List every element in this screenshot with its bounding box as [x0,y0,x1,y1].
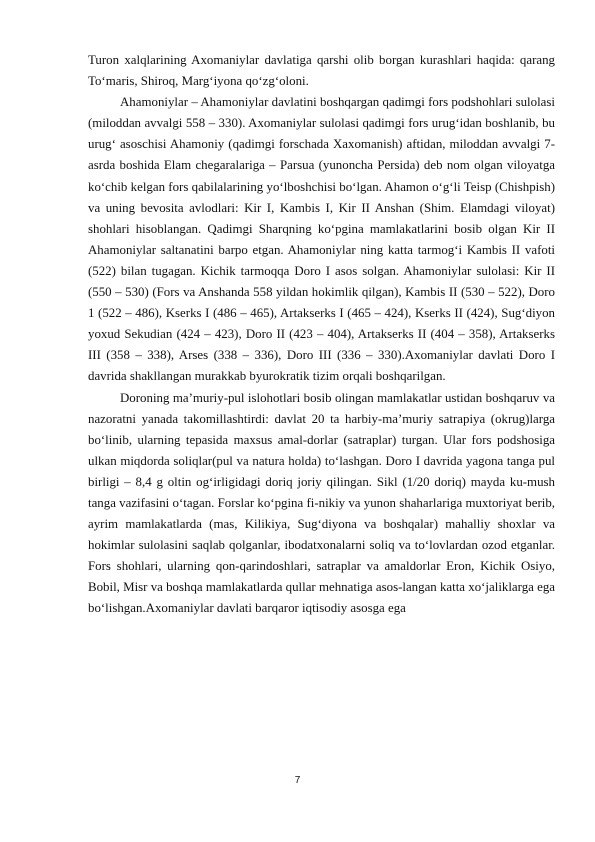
paragraph-reference: Turon xalqlarining Axomaniylar davlatiga qarshi olib borgan kurashlari haqida: qarang To‘maris, Shiroq, Marg‘iyona qo‘zg‘oloni. [88,53,555,89]
page-number: 7 [294,775,301,786]
document-page [88,50,555,620]
paragraph-doro-reforms: Doroning ma’muriy-pul islohotlari bosib olingan mamlakatlar ustidan boshqaruv va nazoratni yanada takomillashtirdi: davlat 20 ta harbiy-ma’muriy satrapiya (okrug)larga bo‘linib, ularning tepasida maxsus amal-dorlar (satraplar) turgan. Ular fors podshosiga ulkan miqdorda soliqlar(pul va natura holda) to‘lashgan. Doro I davrida yagona tanga pul birligi – 8,4 g oltin og‘irligidagi doriq joriy qilingan. Sikl (1/20 doriq) mayda ku-mush tanga vazifasini o‘tagan. Forslar ko‘pgina fi-nikiy va yunon shaharlariga muxtoriyat berib, ayrim mamlakatlarda (mas, Kilikiya, Sug‘diyona va boshqalar) mahalliy shoxlar va hokimlar sulolasini saqlab qolganlar, ibodatxonalarni soliq va to‘lovlardan ozod etganlar. Fors shohlari, ularning qon-qarindoshlari, satraplar va amaldorlar Eron, Kichik Osiyo, Bobil, Misr va boshqa mamlakatlarda qullar mehnatiga asos-langan katta xo‘jaliklarga ega bo‘lishgan.Axomaniylar davlati barqaror iqtisodiy asosga ega [88,390,555,616]
paragraph-ahamoniylar: Ahamoniylar – Ahamoniylar davlatini boshqargan qadimgi fors podshohlari sulolasi (miloddan avvalgi 558 – 330). Axomaniylar sulolasi qadimgi fors urug‘idan boshlanib, bu urug‘ asoschisi Ahamoniy (qadimgi forschada Xaxomanish) aftidan, miloddan avvalgi 7- asrda boshida Elam chegaralariga – Parsua (yunoncha Persida) deb nom olgan viloyatga ko‘chib kelgan fors qabilalarining yo‘lboshchisi bo‘lgan. Ahamon o‘g‘li Teisp (Chishpish) va uning bevosita avlodlari: Kir I, Kambis I, Kir II Anshan (Shim. Elamdagi viloyat) shohlari hisoblangan. Qadimgi Sharqning ko‘pgina mamlakatlarini bosib olgan Kir II Ahamoniylar saltanatini barpo etgan. Ahamoniylar ning katta tarmog‘i Kambis II vafoti (522) bilan tugagan. Kichik tarmoqqa Doro I asos solgan. Ahamoniylar sulolasi: Kir II (550 – 530) (Fors va Anshanda 558 yildan hokimlik qilgan), Kambis II (530 – 522), Doro 1 (522 – 486), Kserks I (486 – 465), Artakserks I (465 – 424), Kserks II (424), Sug‘diyon yoxud Sekudian (424 – 423), Doro II (423 – 404), Artakserks II (404 – 358), Artakserks III (358 – 338), Arses (338 – 336), Doro III (336 – 330).Axomaniylar davlati Doro I davrida shakllangan murakkab byurokratik tizim orqali boshqarilgan. [88,95,555,384]
